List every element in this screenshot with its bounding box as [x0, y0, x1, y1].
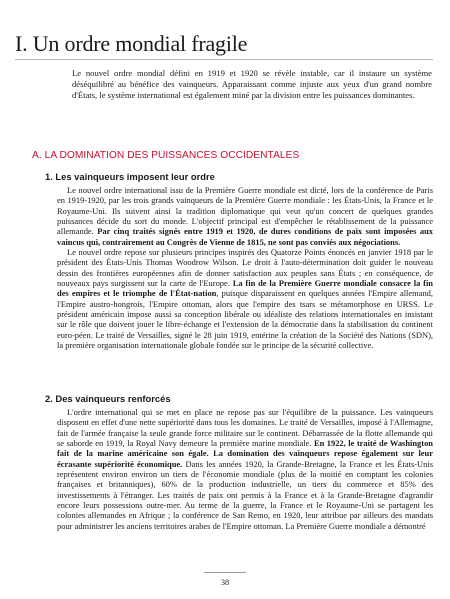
paragraph-text: Dans les années 1920, la Grande-Bretagne, la France et les États-Unis représentent environ environ un tiers de l'économie mondiale (plus de la moitié en comptant les colonies françaises et britanniques), 60% de la production industrielle, un tiers du commerce et 85% des investissements à l'étranger. Les traités de paix ont permis à la France et à la Grande-Bretagne d'agrandir encore leurs possessions outre-mer. Au terme de la guerre, la France et le Royaume-Uni se partagent les colonies allemandes en Afrique ; la conférence de San Remo, en 1920, leur attribue par ailleurs des mandats pour administrer les anciens territoires arabes de l'Empire ottoman. La Première Guerre mondiale a démontré [57, 458, 433, 531]
chapter-intro: Le nouvel ordre mondial défini en 1919 et 1920 se révèle instable, car il instaure un système déséquilibré au bénéfice des vainqueurs. Apparaissant comme injuste aux yeux d'un grand nombre d'États, le système international est également miné par la division entre les puissances dominantes. [72, 68, 432, 101]
subsection-heading-1: 1. Les vainqueurs imposent leur ordre [45, 171, 215, 182]
paragraph-emphasis: En 1922, le traité de Washington fait de la marine américaine son égale. La domination des vainqueurs repose également sur leur écrasante supériorité économique. [57, 438, 433, 469]
paragraph-text: Le nouvel ordre international issu de la Première Guerre mondiale est dicté, lors de la conférence de Paris en 1919-1920, par les trois grands vainqueurs de la Première Guerre mondiale : les États-Unis, la France et le Royaume-Uni. Ils suivent ainsi la tradition diplomatique qui veut qu'un concert de quelques grandes puissances décide du sort du monde. L'objectif principal est d'empêcher le rétablissement de la puissance allemande. [57, 185, 433, 237]
paragraph-emphasis: La fin de la Première Guerre mondiale consacre la fin des empires et le triomphe de l'État-nation [57, 278, 433, 299]
subsection-body-1 [57, 185, 433, 351]
chapter-title: I. Un ordre mondial fragile [15, 31, 248, 56]
paragraph-text: L'ordre international qui se met en place ne repose pas sur l'équilibre de la puissance. Les vainqueurs disposent en effet d'une nette supériorité dans tous les domaines. Le traité de Versailles, imposé à l'Allemagne, fait de l'armée française la seule grande force militaire sur le continent. Débarrassée de la flotte allemande qui se saborde en 1919, la Royal Navy demeure la première marine mondiale. [57, 407, 433, 449]
paragraph [57, 247, 433, 350]
page-number: 38 [221, 578, 229, 587]
paragraph [57, 185, 433, 247]
paragraph-emphasis: Par cinq traités signés entre 1919 et 1920, de dures conditions de paix sont imposées aux vaincus qui, contrairement au Congrès de Vienne de 1815, ne sont pas conviés aux négociations. [57, 226, 433, 247]
subsection-heading-2: 2. Des vainqueurs renforcés [45, 393, 171, 404]
footer-rule [204, 572, 246, 573]
paragraph-text: , puisque disparaissent en quelques années l'Empire allemand, l'Empire austro-hongrois, l'Empire ottoman, alors que l'empire des tsars se métamorphose en URSS. Le président américain impose aussi sa conception libérale ou idéaliste des relations internationales en insistant sur le rôle que doivent jouer le libre-échange et l'extension de la démocratie dans la stabilisation du continent euro-péen. Le traité de Versailles, signé le 28 juin 1919, entérine la création de la Société des Nations (SDN), la première organisation internationale globale fondée sur le principe de la sécurité collective. [57, 288, 433, 351]
paragraph [57, 407, 433, 531]
subsection-body-2 [57, 407, 433, 531]
section-heading: A. LA DOMINATION DES PUISSANCES OCCIDENTALES [32, 150, 300, 161]
paragraph-text: Le nouvel ordre repose sur plusieurs principes inspirés des Quatorze Points énoncés en janvier 1918 par le président des États-Unis Thomas Woodrow Wilson. Le droit à l'auto-détermination doit guider le nouveau dessin des frontières européennes afin de donner satisfaction aux peuples sans États ; en conséquence, de nouveaux pays surgissent sur la carte de l'Europe. [57, 247, 433, 289]
title-underline [15, 59, 433, 60]
